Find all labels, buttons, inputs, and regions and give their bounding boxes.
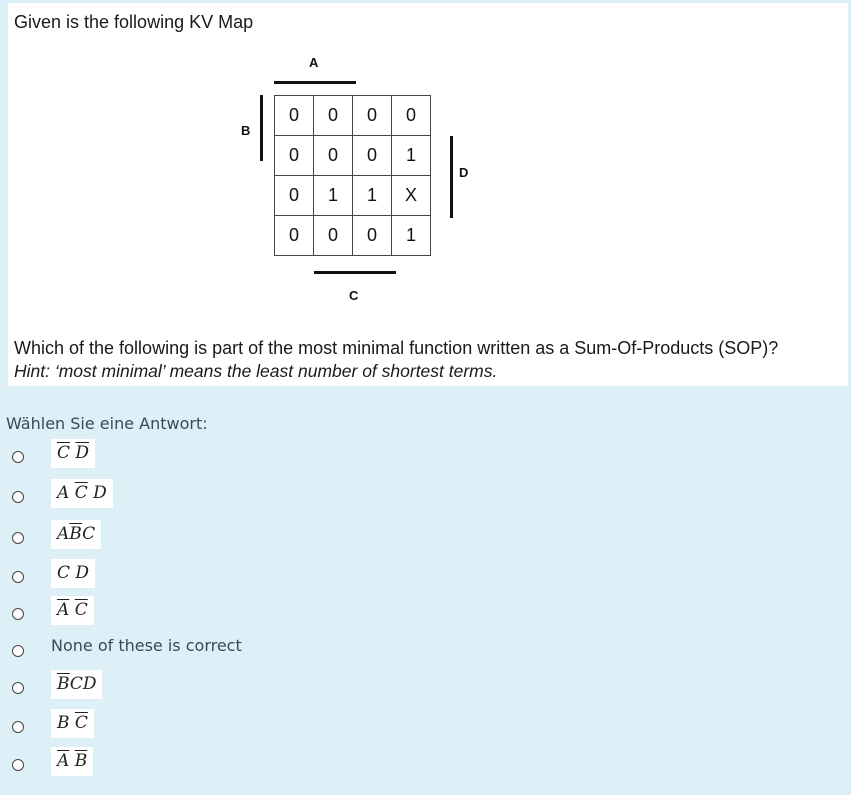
radio-button[interactable] [12, 759, 24, 771]
negated-variable: $\overline{A}$ [57, 600, 70, 620]
answer-expression [51, 559, 95, 588]
radio-button[interactable] [12, 645, 24, 657]
kv-label-b: B [241, 123, 251, 138]
kv-cell: 0 [314, 136, 353, 176]
negated-variable: $\overline{A}$ [57, 751, 70, 771]
radio-button[interactable] [12, 532, 24, 544]
negated-variable: $\overline{B}$ [69, 524, 83, 544]
kv-label-c: C [349, 288, 359, 303]
kv-cell: 0 [275, 96, 314, 136]
kv-label-d: D [459, 165, 469, 180]
negated-variable: $\overline{C}$ [57, 443, 71, 463]
kv-row [275, 216, 431, 256]
kv-cell: 0 [314, 216, 353, 256]
question-text: Which of the following is part of the most minimal function written as a Sum-Of-Products (SOP)? [14, 338, 779, 358]
kv-row [275, 136, 431, 176]
kv-cell: 1 [353, 176, 392, 216]
negated-variable: $\overline{D}$ [75, 443, 90, 463]
answer-option[interactable] [0, 751, 400, 793]
radio-button[interactable] [12, 682, 24, 694]
expression-part: A [57, 524, 70, 544]
expression-part: CD [69, 674, 97, 694]
kv-cell: 0 [353, 96, 392, 136]
negated-variable: $\overline{B}$ [57, 674, 70, 694]
radio-button[interactable] [12, 721, 24, 733]
negated-variable: $\overline{C}$ [74, 713, 88, 733]
question-title: Given is the following KV Map [14, 12, 254, 32]
answer-expression [51, 520, 101, 549]
expression-part: C [82, 524, 96, 544]
radio-button[interactable] [12, 491, 24, 503]
question-hint: Hint: ‘most minimal’ means the least number of shortest terms. [14, 361, 498, 381]
answer-prompt: Wählen Sie eine Antwort: [6, 414, 208, 433]
kv-bar-a [274, 81, 356, 84]
kv-cell: 0 [314, 96, 353, 136]
kv-label-a: A [309, 55, 319, 70]
kv-cell: X [392, 176, 431, 216]
answer-expression [51, 709, 94, 738]
kv-cell: 1 [392, 136, 431, 176]
expression-part: D [75, 563, 90, 583]
kv-row [275, 176, 431, 216]
negated-variable: $\overline{B}$ [74, 751, 88, 771]
radio-button[interactable] [12, 571, 24, 583]
kv-cell: 1 [314, 176, 353, 216]
kv-cell: 0 [353, 136, 392, 176]
answer-expression [51, 596, 94, 625]
kv-bar-c [314, 271, 396, 274]
kv-cell: 0 [275, 176, 314, 216]
answer-expression [51, 439, 95, 468]
radio-button[interactable] [12, 608, 24, 620]
negated-variable: $\overline{C}$ [74, 600, 88, 620]
kv-bar-d [450, 136, 453, 218]
radio-button[interactable] [12, 451, 24, 463]
question-box [8, 3, 848, 386]
kv-row [275, 96, 431, 136]
kv-map-grid [274, 95, 431, 256]
answer-expression [51, 670, 102, 699]
answer-label: None of these is correct [51, 636, 242, 655]
kv-cell: 0 [353, 216, 392, 256]
answer-expression [51, 747, 93, 776]
kv-bar-b [260, 95, 263, 161]
expression-part: D [93, 483, 107, 503]
expression-part: B [57, 713, 70, 733]
kv-cell: 1 [392, 216, 431, 256]
kv-cell: 0 [392, 96, 431, 136]
expression-part: A [57, 483, 70, 503]
answer-expression [51, 479, 113, 508]
expression-part: C [57, 563, 71, 583]
kv-cell: 0 [275, 216, 314, 256]
negated-variable: $\overline{C}$ [74, 483, 88, 503]
kv-cell: 0 [275, 136, 314, 176]
